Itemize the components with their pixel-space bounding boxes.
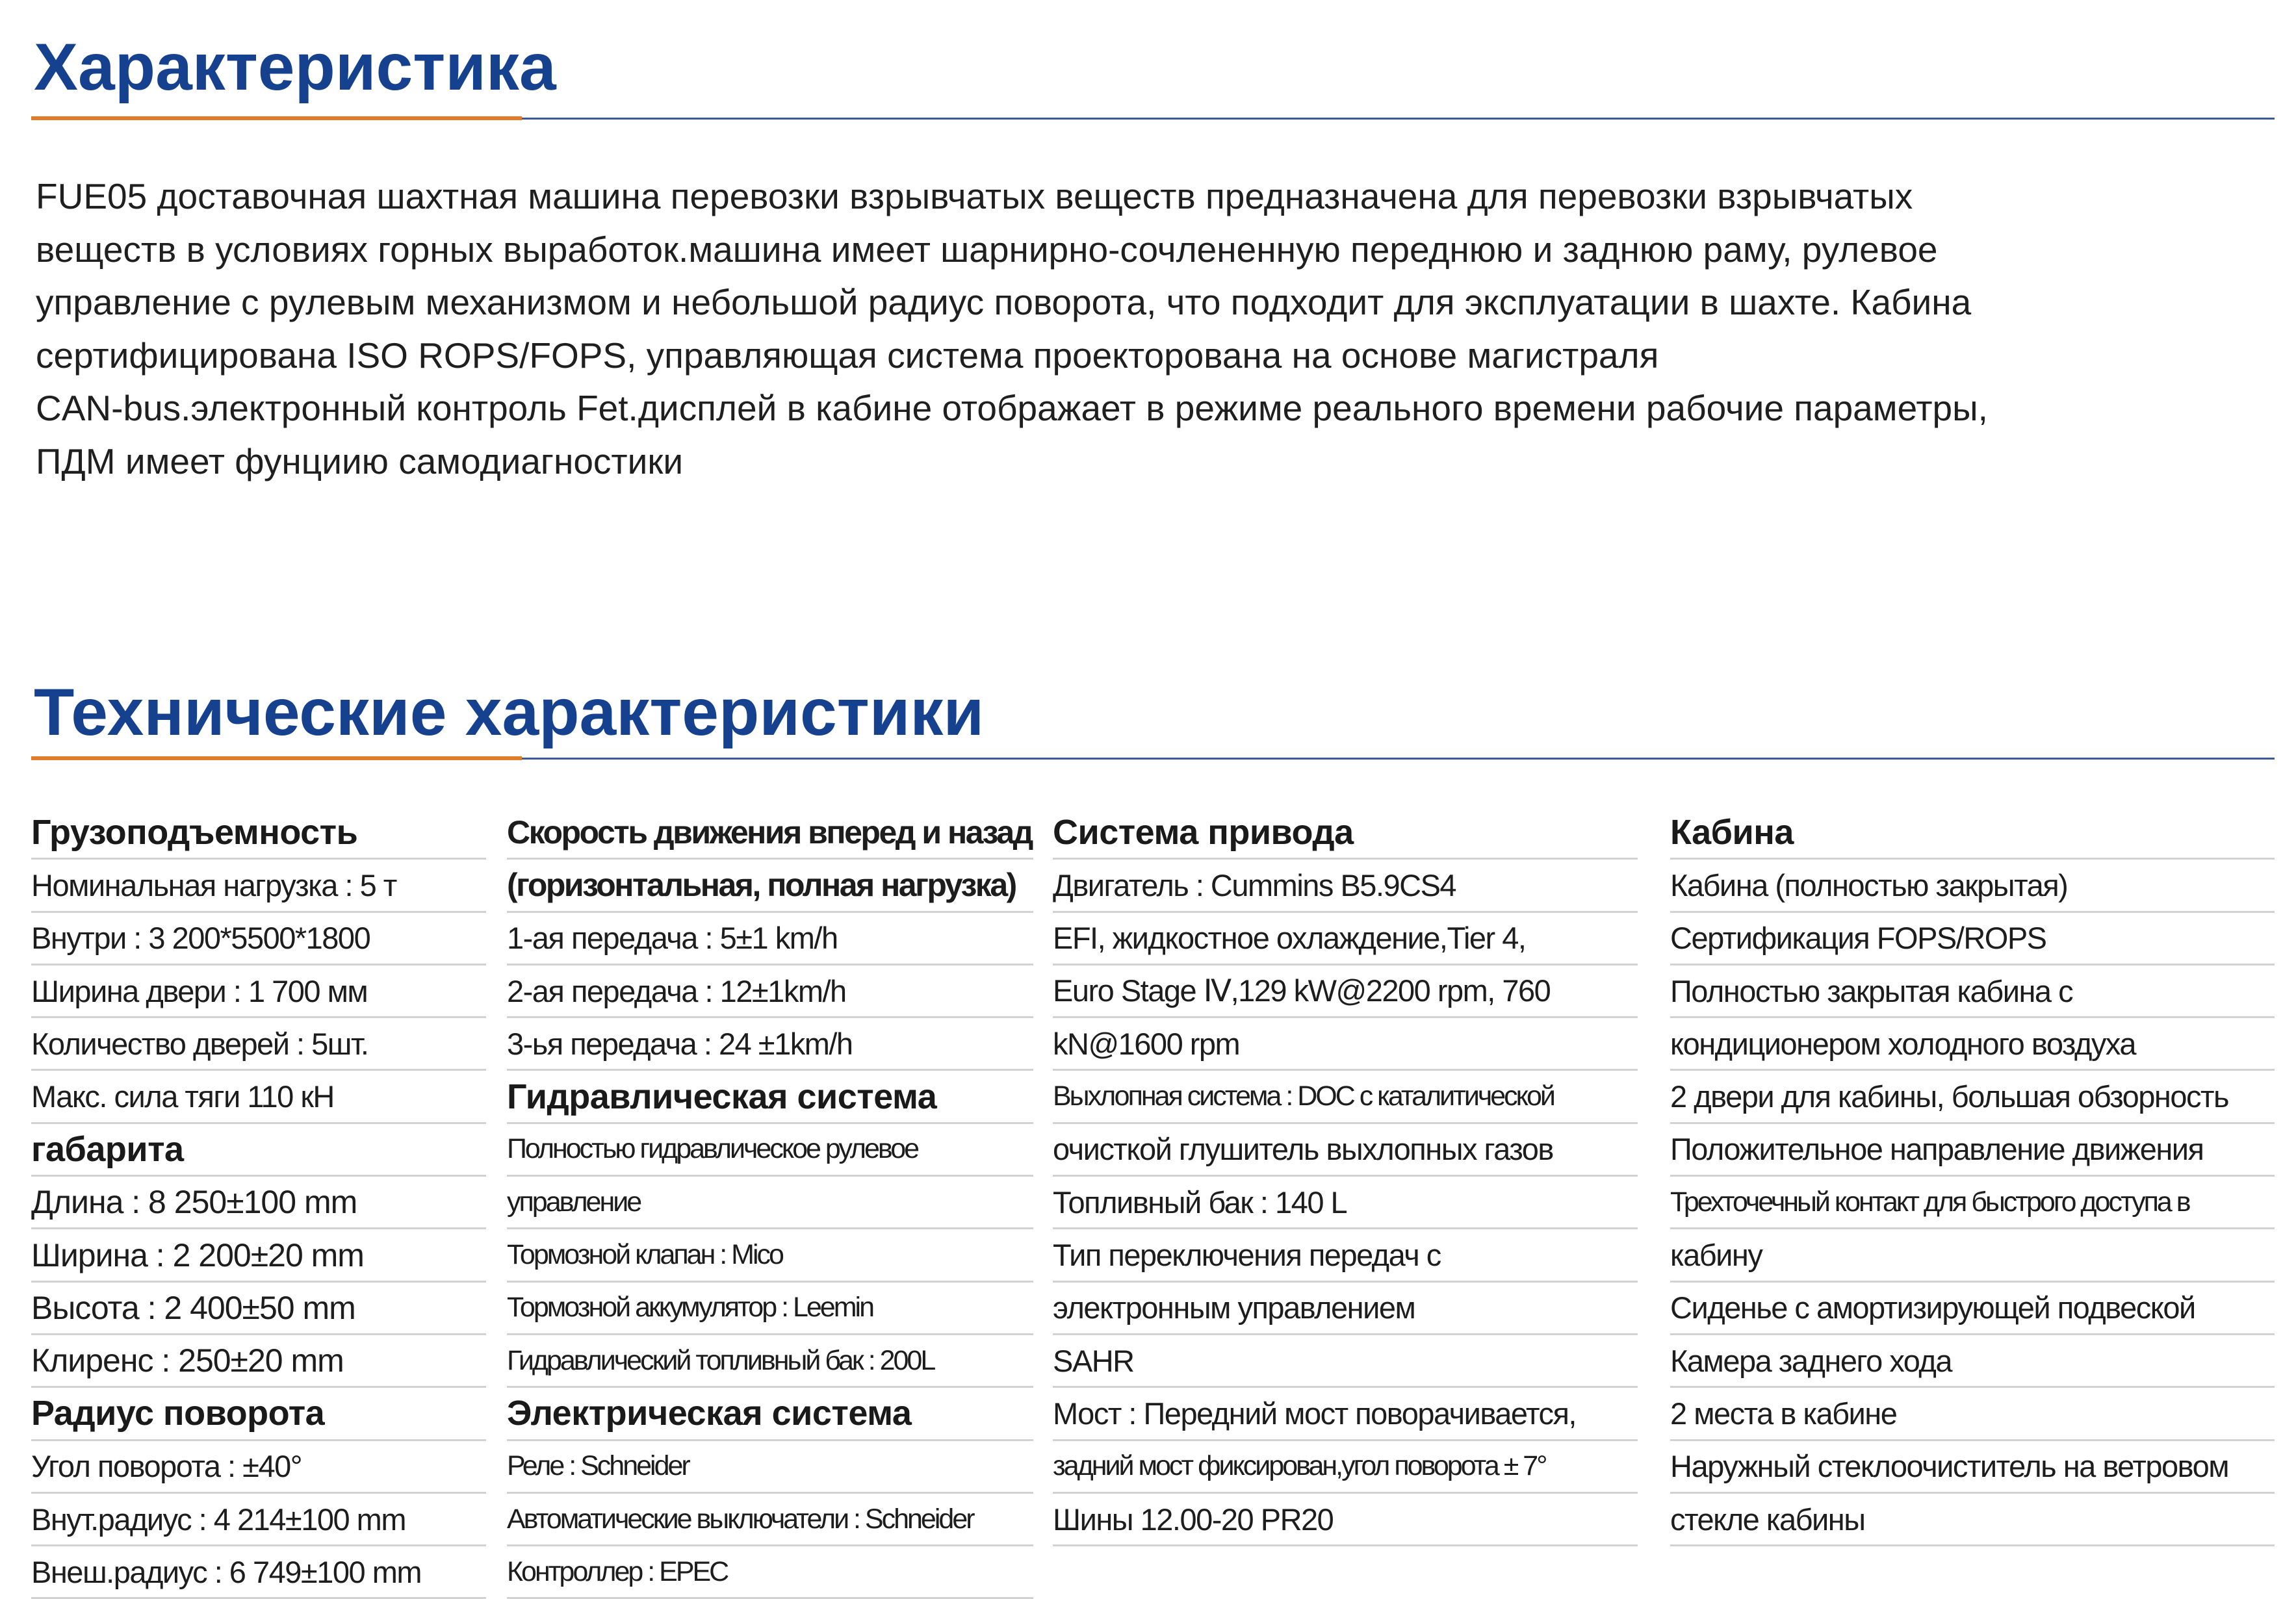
spec-group-header: Система привода: [1053, 807, 1638, 860]
spec-row: Euro Stage Ⅳ,129 kW@2200 rpm, 760: [1053, 966, 1638, 1018]
spec-row: Макс. сила тяги 110 кН: [31, 1071, 486, 1123]
spec-row: Камера заднего хода: [1670, 1335, 2275, 1388]
spec-row: Положительное направление движения: [1670, 1124, 2275, 1177]
spec-group-header: Радиус поворота: [31, 1388, 486, 1440]
spec-group-header: Электрическая система: [507, 1388, 1033, 1440]
spec-row: 1-ая передача : 5±1 km/h: [507, 913, 1033, 966]
spec-row: Реле : Schneider: [507, 1441, 1033, 1494]
spec-row: очисткой глушитель выхлопных газов: [1053, 1124, 1638, 1177]
description-line: FUE05 доставочная шахтная машина перевозки взрывчатых веществ предназначена для перевозки взрывчатых: [36, 176, 1913, 216]
spec-row: Внутри : 3 200*5500*1800: [31, 913, 486, 966]
spec-column-cabin: [1670, 807, 2275, 1546]
description-line: сертифицирована ISO ROPS/FOPS, управляющая система проекторована на основе магистраля: [36, 335, 1659, 376]
spec-row: кабину: [1670, 1229, 2275, 1282]
spec-row: Ширина двери : 1 700 мм: [31, 966, 486, 1018]
description-line: управление с рулевым механизмом и небольшой радиус поворота, что подходит для эксплуатации в шахте. Кабина: [36, 282, 1972, 322]
spec-row: 3-ья передача : 24 ±1km/h: [507, 1018, 1033, 1071]
spec-row: Шины 12.00-20 PR20: [1053, 1494, 1638, 1546]
description-line: ПДМ имеет фунциию самодиагностики: [36, 441, 684, 481]
spec-row: Трехточечный контакт для быстрого доступа в: [1670, 1177, 2275, 1229]
spec-group-header: Скорость движения вперед и назад: [507, 807, 1033, 860]
spec-row: Ширина : 2 200±20 mm: [31, 1229, 486, 1282]
spec-row: Сиденье с амортизирующей подвеской: [1670, 1283, 2275, 1335]
spec-column-drive-system: [1053, 807, 1638, 1546]
heading-accent-bar: [31, 756, 522, 760]
spec-row: kN@1600 rpm: [1053, 1018, 1638, 1071]
spec-row: Тормозной аккумулятор : Leemin: [507, 1283, 1033, 1335]
description-line: CAN-bus.электронный контроль Fet.дисплей в кабине отображает в режиме реального времени рабочие параметры,: [36, 388, 1988, 428]
spec-group-header: габарита: [31, 1124, 486, 1177]
spec-row: EFI, жидкостное охлаждение,Tier 4,: [1053, 913, 1638, 966]
technical-specs-heading: Технические характеристики: [34, 675, 985, 749]
spec-row: 2 места в кабине: [1670, 1388, 2275, 1440]
spec-group-header: Кабина: [1670, 807, 2275, 860]
spec-row: Тормозной клапан : Mico: [507, 1229, 1033, 1282]
spec-row: Гидравлический топливный бак : 200L: [507, 1335, 1033, 1388]
spec-row: Высота : 2 400±50 mm: [31, 1283, 486, 1335]
spec-row: SAHR: [1053, 1335, 1638, 1388]
spec-group-header: (горизонтальная, полная нагрузка): [507, 860, 1033, 912]
spec-row: Кабина (полностью закрытая): [1670, 860, 2275, 912]
spec-row: Полностью закрытая кабина с: [1670, 966, 2275, 1018]
spec-row: Тип переключения передач с: [1053, 1229, 1638, 1282]
spec-row: стекле кабины: [1670, 1494, 2275, 1546]
spec-row: Мост : Передний мост поворачивается,: [1053, 1388, 1638, 1440]
spec-row: 2 двери для кабины, большая обзорность: [1670, 1071, 2275, 1123]
spec-row: электронным управлением: [1053, 1283, 1638, 1335]
heading-accent-bar: [31, 116, 522, 120]
spec-row: Количество дверей : 5шт.: [31, 1018, 486, 1071]
spec-column-speed-hydraulics-electrics: [507, 807, 1033, 1599]
spec-row: Длина : 8 250±100 mm: [31, 1177, 486, 1229]
spec-row: Номинальная нагрузка : 5 т: [31, 860, 486, 912]
spec-row: Топливный бак : 140 L: [1053, 1177, 1638, 1229]
spec-row: Контроллер : EPEC: [507, 1546, 1033, 1599]
spec-row: Наружный стеклоочиститель на ветровом: [1670, 1441, 2275, 1494]
description-line: веществ в условиях горных выработок.машина имеет шарнирно-сочлененную переднюю и заднюю раму, рулевое: [36, 229, 1938, 270]
spec-row: Автоматические выключатели : Schneider: [507, 1494, 1033, 1546]
spec-row: 2-ая передача : 12±1km/h: [507, 966, 1033, 1018]
spec-column-load-dimensions: [31, 807, 486, 1599]
characteristics-heading: Характеристика: [34, 30, 556, 104]
spec-row: Полностью гидравлическое рулевое: [507, 1124, 1033, 1177]
spec-row: задний мост фиксирован,угол поворота ± 7°: [1053, 1441, 1638, 1494]
spec-group-header: Гидравлическая система: [507, 1071, 1033, 1123]
spec-row: кондиционером холодного воздуха: [1670, 1018, 2275, 1071]
spec-group-header: Грузоподъемность: [31, 807, 486, 860]
spec-row: Выхлопная система : DOC с каталитической: [1053, 1071, 1638, 1123]
spec-row: управление: [507, 1177, 1033, 1229]
description-paragraph: [36, 170, 2258, 488]
spec-row: Клиренс : 250±20 mm: [31, 1335, 486, 1388]
spec-row: Угол поворота : ±40°: [31, 1441, 486, 1494]
spec-row: Внут.радиус : 4 214±100 mm: [31, 1494, 486, 1546]
spec-row: Сертификация FOPS/ROPS: [1670, 913, 2275, 966]
spec-row: Внеш.радиус : 6 749±100 mm: [31, 1546, 486, 1599]
spec-row: Двигатель : Cummins B5.9CS4: [1053, 860, 1638, 912]
